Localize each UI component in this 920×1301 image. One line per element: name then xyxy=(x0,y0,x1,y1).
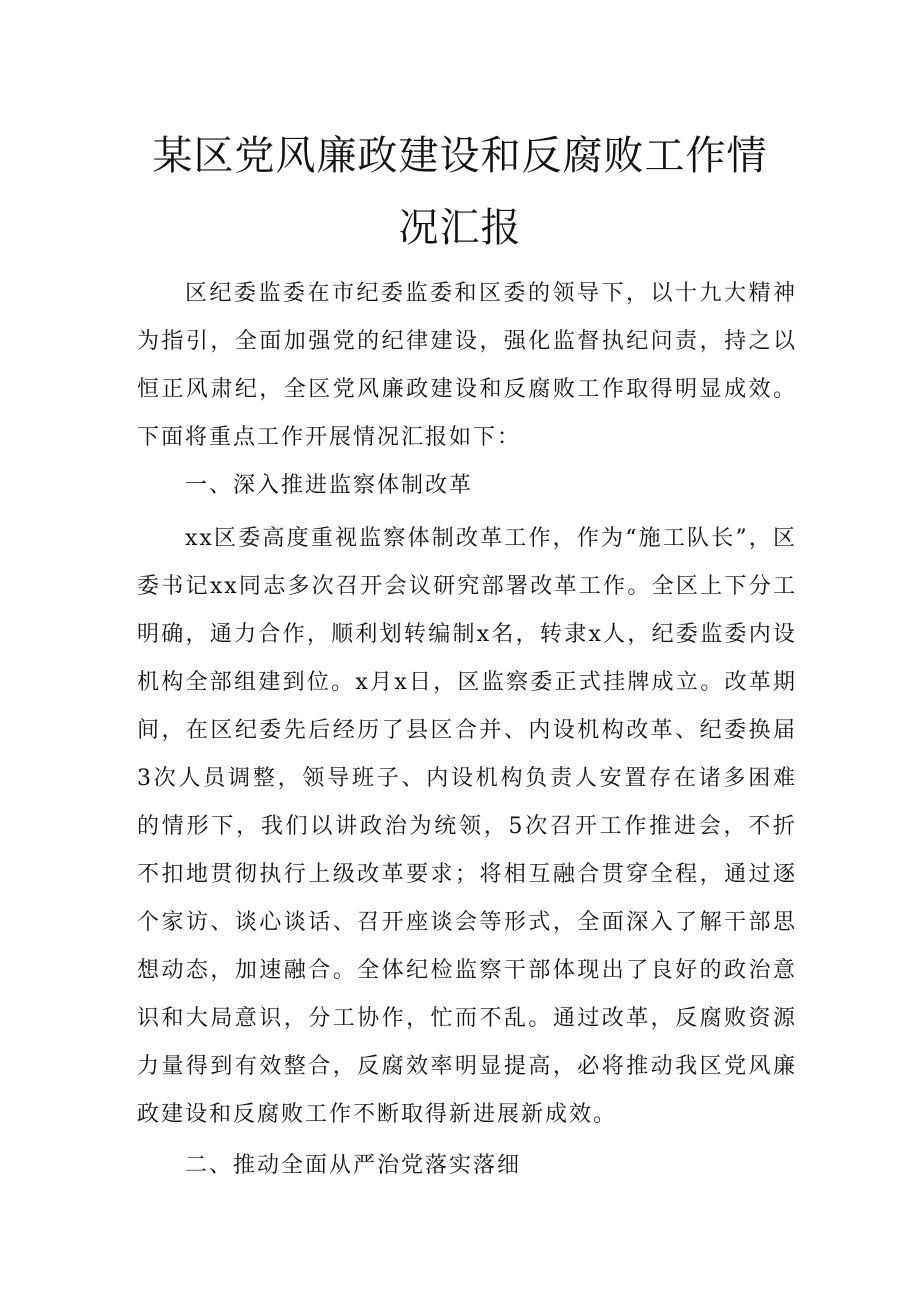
section-2-heading: 二、推动全面从严治党落实落细 xyxy=(185,1153,522,1178)
section-1-paragraph: xx区委高度重视监察体制改革工作，作为“施工队长”，区委书记xx同志多次召开会议研究部署改革工作。全区上下分工明确，通力合作，顺利划转编制x名，转隶x人，纪委监委内设机构全部组建到位。x月x日，区监察委正式挂牌成立。改革期间，在区纪委先后经历了县区合并、内设机构改革、纪委换届3次人员调整，领导班子、内设机构负责人安置存在诸多困难的情形下，我们以讲政治为统领，5次召开工作推进会，不折不扣地贯彻执行上级改革要求；将相互融合贯穿全程，通过逐个家访、谈心谈话、召开座谈会等形式，全面深入了解干部思想动态，加速融合。全体纪检监察干部体现出了良好的政治意识和大局意识，分工协作，忙而不乱。通过改革，反腐败资源力量得到有效整合，反腐效率明显提高，必将推动我区党风廉政建设和反腐败工作不断取得新进展新成效。 xyxy=(137,526,797,1127)
document-title-line-1: 某区党风廉政建设和反腐败工作情 xyxy=(152,133,768,179)
intro-paragraph: 区纪委监委在市纪委监委和区委的领导下，以十九大精神为指引，全面加强党的纪律建设，强化监督执纪问责，持之以恒正风肃纪，全区党风廉政建设和反腐败工作取得明显成效。下面将重点工作开展情况汇报如下： xyxy=(137,281,797,450)
document-title-line-2: 况汇报 xyxy=(398,205,522,251)
section-1-heading: 一、深入推进监察体制改革 xyxy=(185,473,474,498)
